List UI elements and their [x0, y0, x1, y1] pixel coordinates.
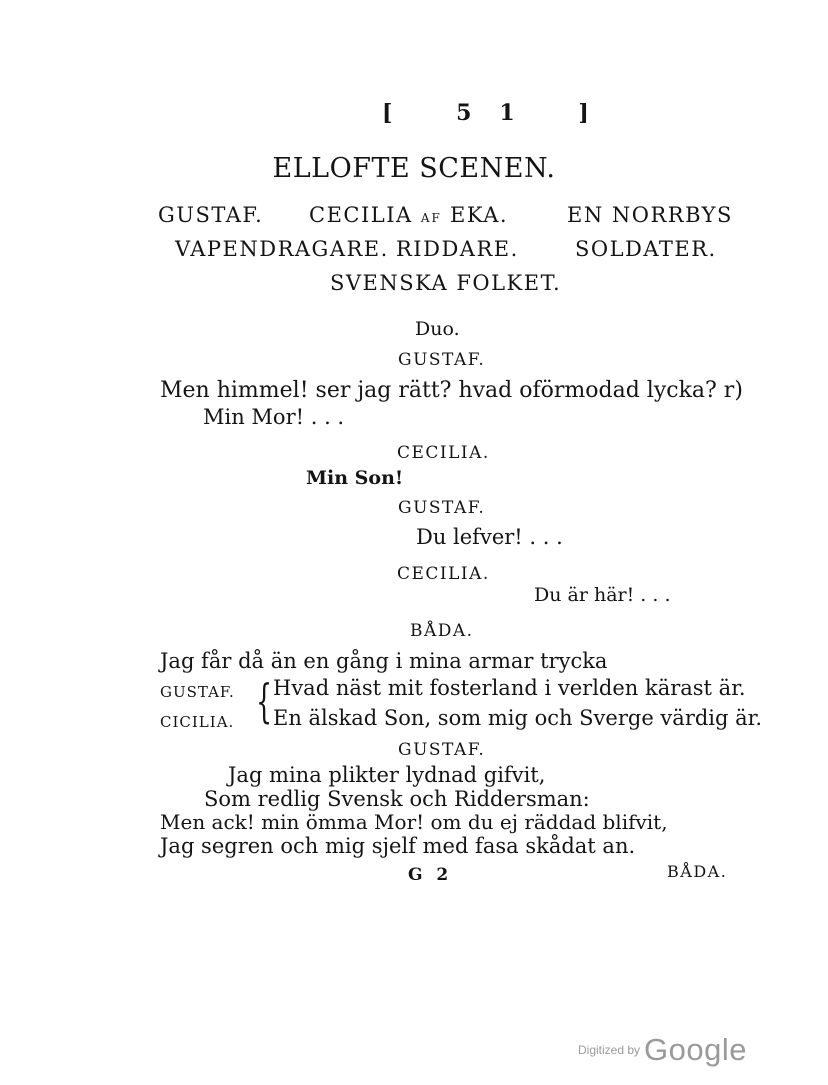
speaker-cicilia-split: CICILIA. [160, 713, 235, 731]
speaker-cecilia: CECILIA. [397, 443, 490, 463]
cast-vapendragare: VAPENDRAGARE. [175, 237, 389, 261]
cast-svenska-folket: SVENSKA FOLKET. [330, 271, 562, 295]
cast-norrbys: EN NORRBYS [567, 203, 733, 227]
speaker-cecilia: CECILIA. [397, 564, 490, 584]
digitized-watermark [578, 1032, 747, 1068]
cast-soldater: SOLDATER. [575, 237, 717, 261]
cast-riddare: RIDDARE. [396, 237, 519, 261]
verse-line: Hvad näst mit fosterland i verlden kärast är. [273, 676, 746, 700]
catchword: BÅDA. [667, 862, 728, 881]
verse-line: Min Mor! . . . [203, 405, 345, 429]
google-logo: Google [644, 1032, 747, 1067]
verse-line: Men himmel! ser jag rätt? hvad oförmodad lycka? r) [160, 378, 743, 403]
verse-line: Som redlig Svensk och Riddersman: [204, 787, 590, 811]
verse-line: En älskad Son, som mig och Sverge värdig är. [273, 706, 763, 730]
speaker-gustaf: GUSTAF. [398, 498, 486, 518]
verse-line: Jag får då än en gång i mina armar trycka [160, 649, 608, 673]
scene-title: ELLOFTE SCENEN. [272, 153, 556, 184]
verse-line: Jag mina plikter lydnad gifvit, [228, 763, 546, 787]
duo-heading: Duo. [415, 318, 460, 340]
cast-gustaf: GUSTAF. [158, 203, 264, 227]
verse-line: Du är här! . . . [534, 584, 671, 606]
verse-line: Min Son! [306, 467, 404, 489]
cast-cecilia: CECILIA AF EKA. [309, 203, 509, 227]
verse-line: Du lefver! . . . [416, 525, 563, 549]
speaker-bada: BÅDA. [410, 621, 474, 641]
speaker-gustaf: GUSTAF. [398, 740, 486, 760]
verse-line: Men ack! min ömma Mor! om du ej räddad blifvit, [160, 810, 668, 834]
verse-line: Jag segren och mig sjelf med fasa skådat an. [160, 834, 636, 858]
speaker-gustaf: GUSTAF. [398, 350, 486, 370]
brace-mark: { [256, 674, 273, 728]
signature-mark: G 2 [408, 865, 453, 885]
watermark-prefix: Digitized by [578, 1043, 641, 1057]
speaker-gustaf-split: GUSTAF. [160, 683, 235, 701]
page-number: [ 51 ] [382, 100, 617, 126]
